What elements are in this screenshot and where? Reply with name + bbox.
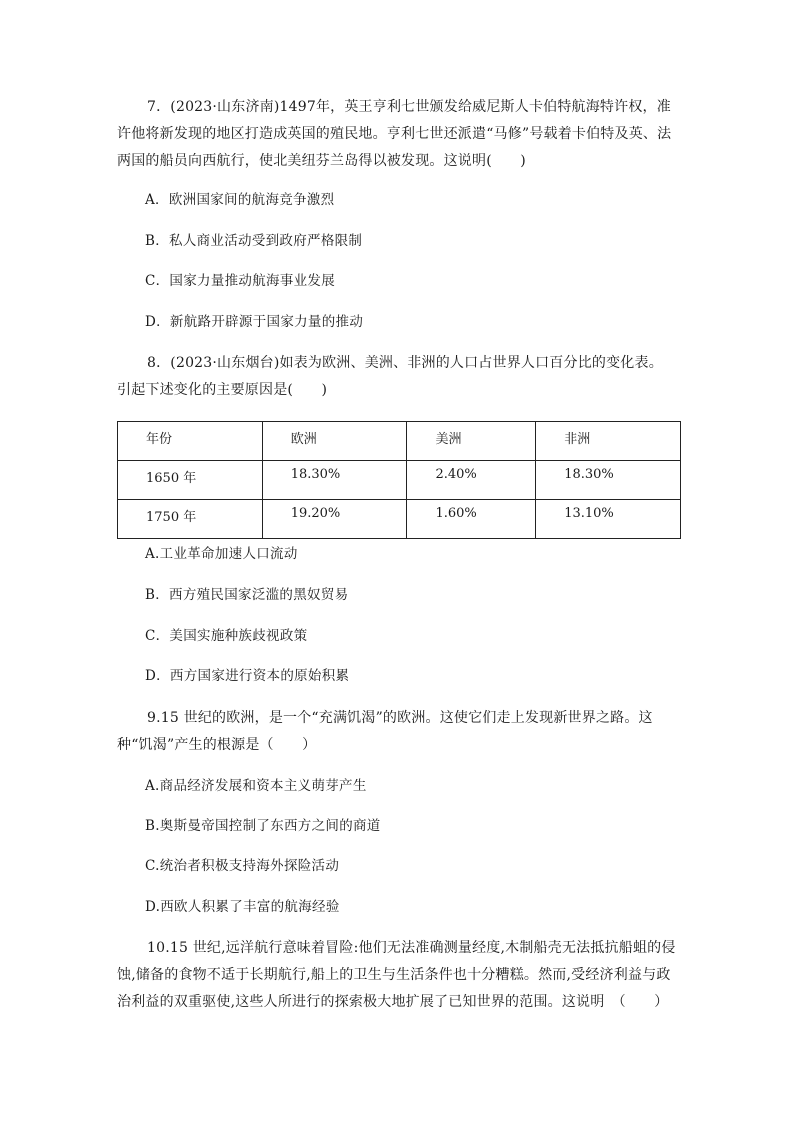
table-cell: 1650 年 <box>118 461 263 500</box>
question-7-option-d: D．新航路开辟源于国家力量的推动 <box>145 314 364 330</box>
question-10-stem: 10.15 世纪,远洋航行意味着冒险:他们无法准确测量经度,木制船壳无法抵抗船蛆的侵蚀,储备的食物不适于长期航行,船上的卫生与生活条件也十分糟糕。然而,受经济利益与政治利益的双重驱使,这些人所进行的探索极大地扩展了已知世界的范围。这说明 （ ） <box>117 940 676 1010</box>
question-8-option-b: B．西方殖民国家泛滥的黑奴贸易 <box>145 587 349 603</box>
question-7-stem: 7．(2023·山东济南)1497年，英王亨利七世颁发给威尼斯人卡伯特航海特许权，准许他将新发现的地区打造成英国的殖民地。亨利七世还派遣“马修”号载着卡伯特及英、法两国的船员向西航行，使北美纽芬兰岛得以被发现。这说明( ) <box>117 99 672 169</box>
table-row <box>118 500 681 539</box>
question-7-option-b: B．私人商业活动受到政府严格限制 <box>145 233 363 249</box>
question-9-option-b: B.奥斯曼帝国控制了东西方之间的商道 <box>145 818 381 834</box>
table-cell: 19.20% <box>262 500 407 539</box>
question-9-option-a: A.商品经济发展和资本主义萌芽产生 <box>145 778 367 794</box>
question-8-option-c: C．美国实施种族歧视政策 <box>145 628 308 644</box>
question-9-option-d: D.西欧人积累了丰富的航海经验 <box>145 899 340 915</box>
table-header-cell: 年份 <box>118 422 263 461</box>
table-header-cell: 欧洲 <box>262 422 407 461</box>
question-9-option-c: C.统治者积极支持海外探险活动 <box>145 858 340 874</box>
table-cell: 18.30% <box>262 461 407 500</box>
table-cell: 1.60% <box>407 500 536 539</box>
question-8-option-d: D．西方国家进行资本的原始积累 <box>145 668 350 684</box>
table-cell: 1750 年 <box>118 500 263 539</box>
table-header-cell: 非洲 <box>536 422 681 461</box>
question-7-option-c: C．国家力量推动航海事业发展 <box>145 273 336 289</box>
question-7-option-a: A．欧洲国家间的航海竞争激烈 <box>145 192 335 208</box>
question-8-stem: 8．(2023·山东烟台)如表为欧洲、美洲、非洲的人口占世界人口百分比的变化表。引起下述变化的主要原因是( ) <box>117 355 663 398</box>
table-cell: 13.10% <box>536 500 681 539</box>
table-cell: 2.40% <box>407 461 536 500</box>
question-9-stem: 9.15 世纪的欧洲，是一个“充满饥渴”的欧洲。这使它们走上发现新世界之路。这种“饥渴”产生的根源是（ ） <box>117 710 653 753</box>
population-table <box>117 421 681 539</box>
table-row <box>118 461 681 500</box>
table-header-cell: 美洲 <box>407 422 536 461</box>
table-header-row <box>118 422 681 461</box>
question-8-option-a: A.工业革命加速人口流动 <box>145 546 298 562</box>
table-cell: 18.30% <box>536 461 681 500</box>
